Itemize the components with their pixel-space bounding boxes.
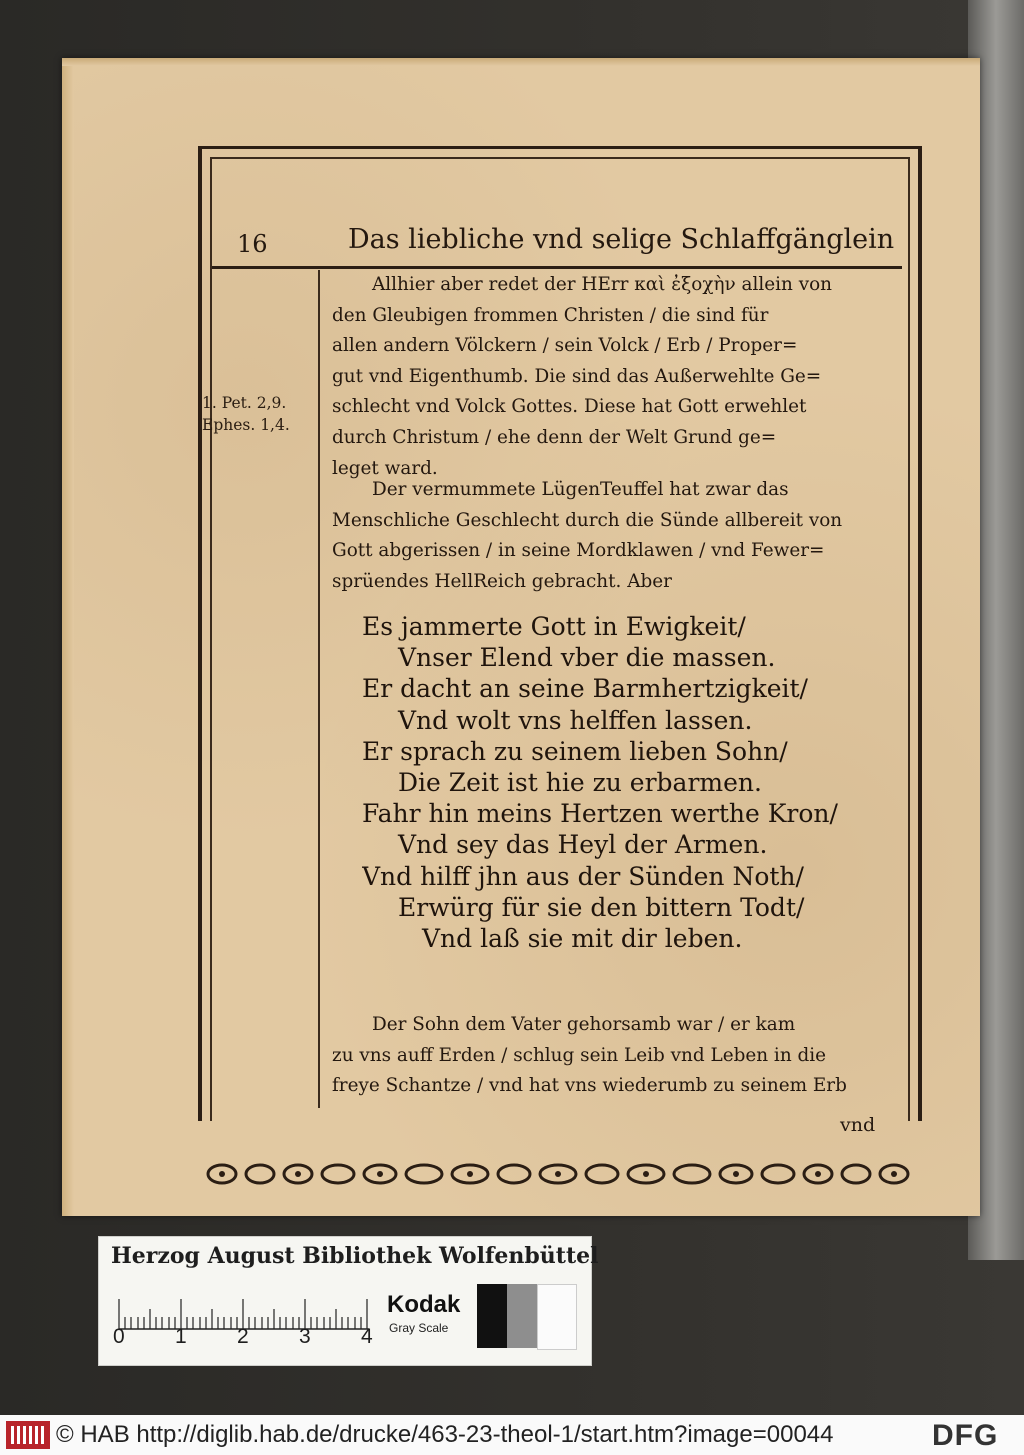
text-line: Allhier aber redet der HErr καὶ ἐξοχὴν allein von xyxy=(372,274,833,295)
gray-patch-black xyxy=(477,1284,507,1348)
page-edge-left xyxy=(62,58,74,1216)
verse-line: Erwürg für sie den bittern Todt/ xyxy=(398,892,805,922)
ruler-numbers xyxy=(105,1325,385,1355)
verse-line: Vnd sey das Heyl der Armen. xyxy=(398,830,768,860)
margin-note-line: Ephes. 1,4. xyxy=(202,416,290,434)
text-line: zu vns auff Erden / schlug sein Leib vnd Leben in die xyxy=(332,1044,827,1066)
verse-line: Er sprach zu seinem lieben Sohn/ xyxy=(362,736,788,766)
running-title: Das liebliche vnd selige Schlaffgänglein xyxy=(348,224,895,255)
paragraph-2 xyxy=(332,475,902,597)
text-line: gut vnd Eigenthumb. Die sind das Außerwehlte Ge= xyxy=(332,365,822,387)
verse-line: Es jammerte Gott in Ewigkeit/ xyxy=(362,612,746,641)
verse-line: Vnd wolt vns helffen lassen. xyxy=(398,705,753,735)
text-line: den Gleubigen frommen Christen / die sind für xyxy=(332,304,769,326)
verse-line: Er dacht an seine Barmhertzigkeit/ xyxy=(362,674,808,704)
margin-note-line: 1. Pet. 2,9. xyxy=(202,394,287,412)
verse-line: Die Zeit ist hie zu erbarmen. xyxy=(398,767,762,797)
text-line: schlecht vnd Volck Gottes. Diese hat Gott erwehlet xyxy=(332,396,807,418)
text-line: freye Schantze / vnd hat vns wiederumb zu seinem Erb xyxy=(332,1075,847,1097)
text-line: Gott abgerissen / in seine Mordklawen / vnd Fewer= xyxy=(332,540,825,562)
verse-block xyxy=(362,611,882,954)
book-page xyxy=(62,58,980,1216)
gray-patch-white xyxy=(537,1284,577,1350)
paragraph-3 xyxy=(332,1010,902,1102)
ruler-number: 1 xyxy=(175,1325,187,1348)
gray-scale-label: Gray Scale xyxy=(389,1321,449,1335)
library-color-card xyxy=(98,1236,599,1366)
verse-line: Vnd hilff jhn aus der Sünden Noth/ xyxy=(362,861,804,891)
text-line: allen andern Völckern / sein Volck / Erb / Proper= xyxy=(332,335,798,357)
kodak-logo: Kodak xyxy=(387,1291,461,1318)
text-line: Der vermummete LügenTeuffel hat zwar das xyxy=(372,479,789,500)
ruler-number: 0 xyxy=(113,1325,125,1348)
dfg-logo: DFG xyxy=(932,1419,999,1452)
catchword: vnd xyxy=(840,1114,876,1136)
margin-column-rule xyxy=(318,270,320,1108)
ornament-border xyxy=(202,1158,914,1190)
source-credit-link[interactable]: © HAB http://diglib.hab.de/drucke/463-23-theol-1/start.htm?image=00044 xyxy=(56,1421,834,1448)
library-name: Herzog August Bibliothek Wolfenbüttel xyxy=(111,1243,599,1269)
ruler-number: 4 xyxy=(361,1325,373,1348)
paragraph-1 xyxy=(332,270,902,484)
text-line: sprüendes HellReich gebracht. Aber xyxy=(332,570,672,592)
ruler-number: 3 xyxy=(299,1325,311,1348)
hab-logo-icon xyxy=(6,1421,50,1449)
text-line: leget ward. xyxy=(332,457,438,479)
footer-bar xyxy=(0,1415,1024,1455)
page-edge-top xyxy=(62,58,980,66)
verse-line: Fahr hin meins Hertzen werthe Kron/ xyxy=(362,799,838,829)
margin-note xyxy=(202,392,312,436)
text-line: durch Christum / ehe denn der Welt Grund ge= xyxy=(332,426,777,448)
verse-line: Vnd laß sie mit dir leben. xyxy=(422,923,743,953)
ruler-number: 2 xyxy=(237,1325,249,1348)
text-line: Der Sohn dem Vater gehorsamb war / er kam xyxy=(372,1014,796,1035)
page-number: 16 xyxy=(237,230,268,258)
verse-line: Vnser Elend vber die massen. xyxy=(398,643,776,673)
text-line: Menschliche Geschlecht durch die Sünde allbereit von xyxy=(332,509,843,531)
header-rule xyxy=(212,266,902,269)
gray-patch-mid xyxy=(507,1284,537,1348)
